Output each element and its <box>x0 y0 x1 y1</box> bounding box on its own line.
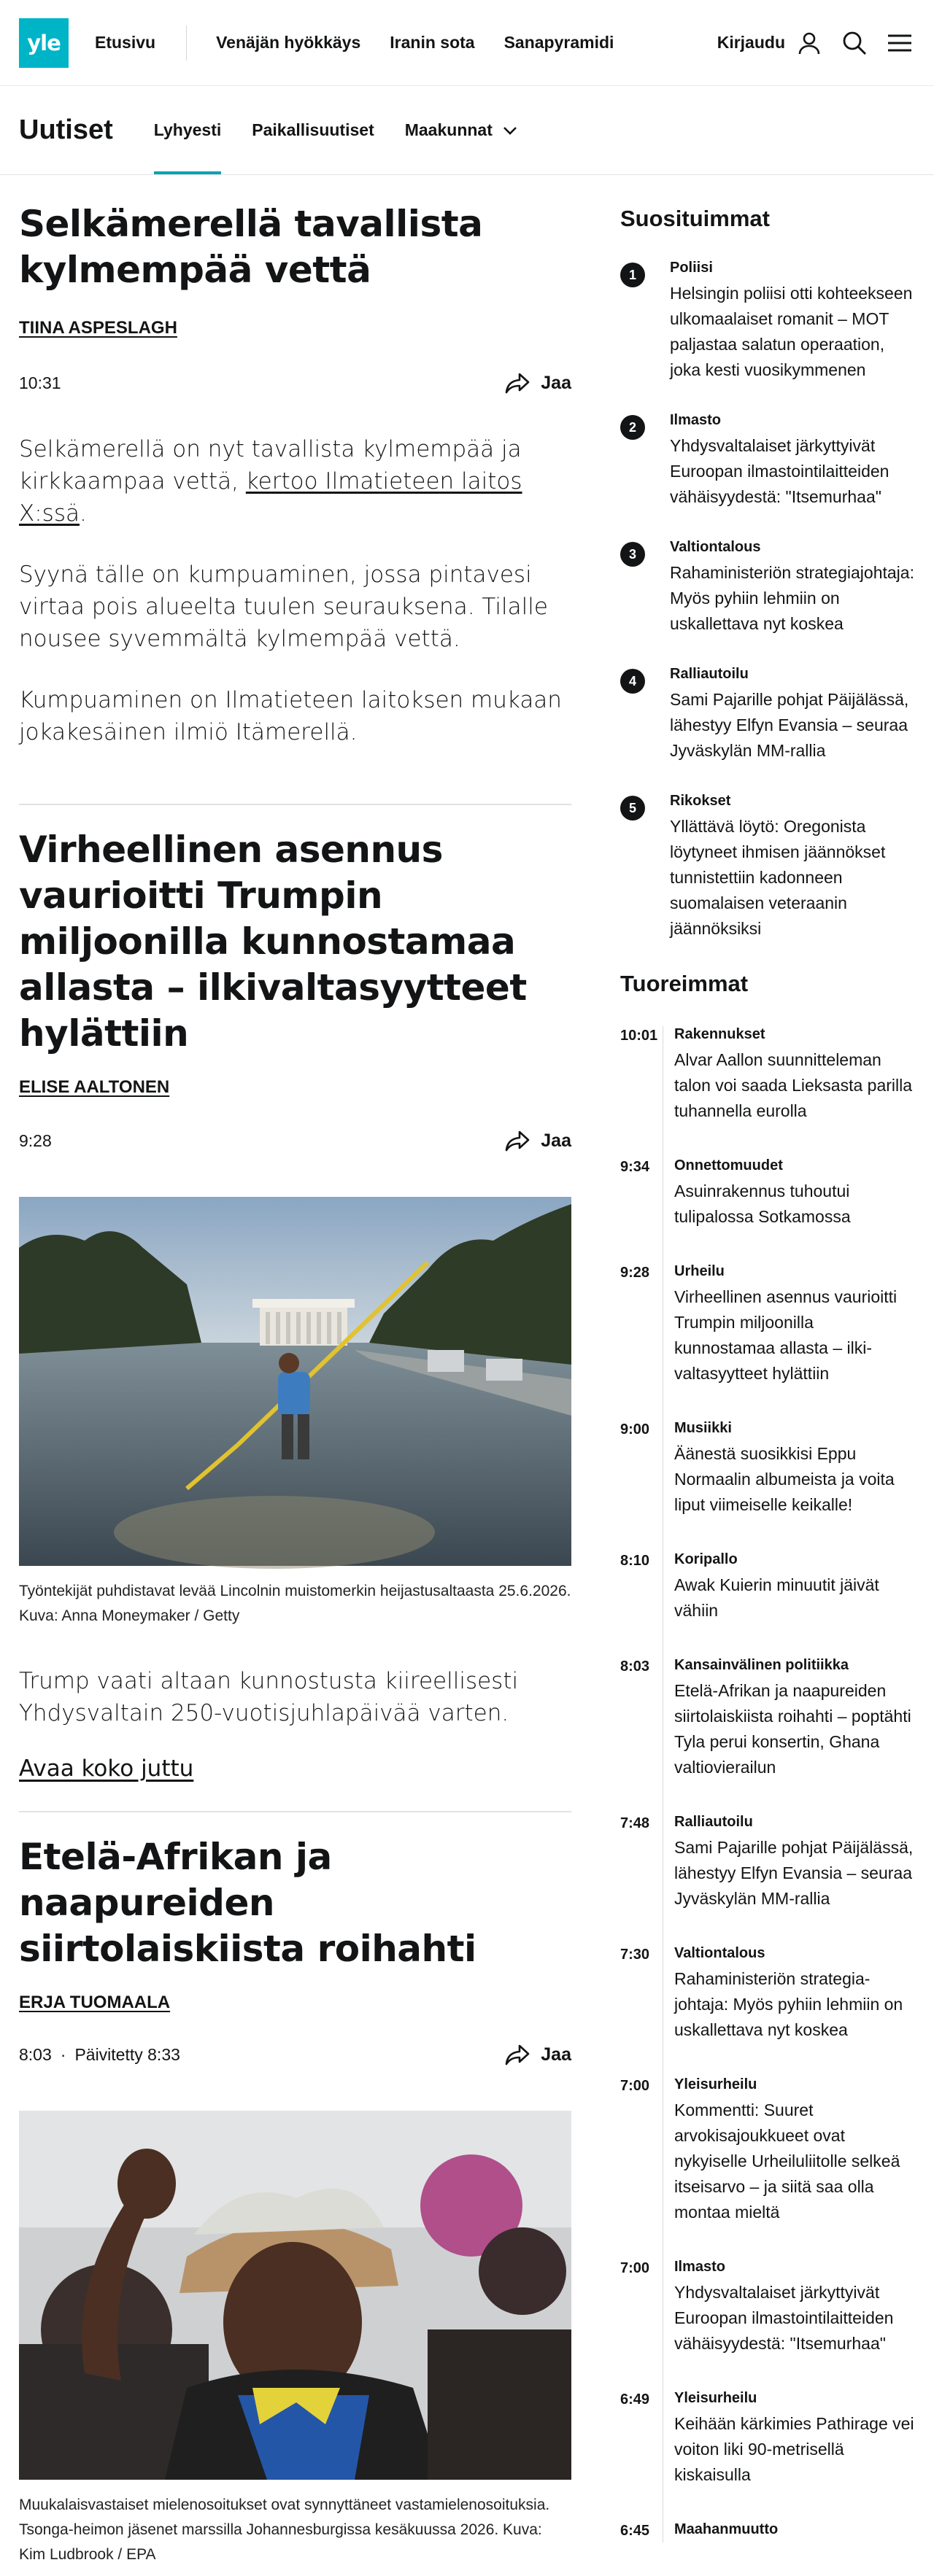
latest-item[interactable] <box>620 1814 915 1912</box>
nav-home-link[interactable]: Etusivu <box>95 33 156 52</box>
item-time: 7:00 <box>620 2260 650 2276</box>
item-category: Ilmasto <box>674 2259 726 2275</box>
article-title[interactable]: Selkämerellä tavallista kylmempää vettä <box>19 203 483 291</box>
share-button[interactable] <box>504 2044 571 2065</box>
article-feed <box>19 175 571 2576</box>
item-title: Keihään kärkimies Pathirage vei voiton liki 90-metrisellä kiskaisulla <box>674 2414 914 2484</box>
article-time: 9:28 <box>19 1130 52 1150</box>
rank-badge: 5 <box>620 796 645 820</box>
nav-link-iran[interactable]: Iranin sota <box>390 33 475 52</box>
article-paragraph: Kumpuaminen on Ilmatieteen laitoksen mukaan jokakesäinen ilmiö Itämerellä. <box>19 687 562 745</box>
item-title: Sami Pajarille pohjat Päijälässä, lähestyy Elfyn Evansia – seuraa Jyväskylän MM-rallia <box>674 1838 914 1908</box>
item-title: Sami Pajarille pohjat Päijälässä, lähestyy Elfyn Evansia – seuraa Jyväskylän MM-rallia <box>670 690 909 760</box>
item-category: Yleisurheilu <box>674 2076 757 2092</box>
chevron-down-icon <box>503 126 517 135</box>
open-full-article-link[interactable]: Avaa koko juttu <box>19 1756 194 1782</box>
article-meta <box>19 372 571 394</box>
share-icon <box>504 2044 530 2065</box>
rank-badge: 3 <box>620 542 645 567</box>
item-category: Valtiontalous <box>670 539 761 555</box>
article-card <box>19 1811 571 2567</box>
article-author[interactable]: ELISE AALTONEN <box>19 1077 170 1097</box>
article-updated: Päivitetty 8:33 <box>74 2044 180 2064</box>
rank-badge: 1 <box>620 263 645 287</box>
nav-link-russia[interactable]: Venäjän hyökkäys <box>216 33 361 52</box>
share-label: Jaa <box>541 372 571 393</box>
latest-item[interactable] <box>620 1263 915 1386</box>
item-category: Ralliautoilu <box>670 666 749 682</box>
protest-photo[interactable] <box>19 2111 571 2480</box>
item-title: Asuinrakennus tuhoutui tulipalossa Sotkamossa <box>674 1182 851 1226</box>
article-time: 8:03 <box>19 2044 52 2064</box>
item-time: 10:01 <box>620 1028 658 1044</box>
nav-divider <box>186 26 187 61</box>
item-category: Koripallo <box>674 1551 738 1567</box>
section-title[interactable]: Uutiset <box>19 115 113 145</box>
popular-item[interactable] <box>620 793 915 942</box>
item-title: Rahaministeriön strategiajohtaja: Myös pyhiin lehmiin on uskallettava nyt koskea <box>670 563 914 633</box>
rank-badge: 2 <box>620 415 645 440</box>
article-meta <box>19 1130 571 1152</box>
main-layout <box>0 175 934 2576</box>
section-header <box>0 86 934 175</box>
search-icon[interactable] <box>839 28 870 58</box>
latest-item[interactable] <box>620 2390 915 2488</box>
item-title: Alvar Aallon suunnitteleman talon voi saada Lieksasta parilla tuhannella eurolla <box>674 1050 913 1120</box>
share-button[interactable] <box>504 1130 571 1152</box>
article-card <box>19 804 571 1811</box>
tab-paikallisuutiset[interactable]: Paikallisuutiset <box>252 120 374 139</box>
article-paragraph: Trump vaati altaan kunnostusta kiireellisesti Yhdysvaltain 250-vuotisjuhlapäivää varten. <box>19 1668 519 1726</box>
main-nav <box>216 33 614 53</box>
latest-list <box>620 1026 915 2542</box>
item-time: 7:30 <box>620 1947 650 1963</box>
latest-item[interactable] <box>620 1157 915 1230</box>
item-category: Onnettomuudet <box>674 1157 783 1173</box>
latest-item[interactable] <box>620 1026 915 1124</box>
article-body <box>19 433 571 748</box>
popular-item[interactable] <box>620 412 915 510</box>
item-title: Awak Kuierin minuutit jäivät vähiin <box>674 1575 879 1620</box>
article-figure <box>19 2111 571 2567</box>
image-caption: Työntekijät puhdistavat levää Lincolnin muistomerkin heijastusaltaasta 25.6.2026. Kuva: Anna Moneymaker / Getty <box>19 1583 571 1624</box>
user-icon[interactable] <box>794 28 825 58</box>
reflecting-pool-photo[interactable] <box>19 1197 571 1566</box>
article-figure <box>19 1197 571 1629</box>
item-category: Valtiontalous <box>674 1945 765 1961</box>
item-title: Yhdysvaltalaiset järkyttyivät Euroopan ilmastointilaitteiden vähäisyydestä: "Itsemurhaa" <box>670 436 889 506</box>
item-category: Rikokset <box>670 793 731 809</box>
latest-item[interactable] <box>620 2259 915 2356</box>
share-icon <box>504 1130 530 1152</box>
item-category: Rakennukset <box>674 1026 765 1042</box>
article-paragraph <box>19 433 571 529</box>
article-author[interactable]: TIINA ASPESLAGH <box>19 318 177 338</box>
article-card <box>19 175 571 748</box>
source-link[interactable]: kertoo Ilmatieteen laitos X:ssä <box>19 468 522 527</box>
item-category: Ralliautoilu <box>674 1814 753 1830</box>
top-header <box>0 0 934 86</box>
share-icon <box>504 372 530 394</box>
share-button[interactable] <box>504 372 571 394</box>
item-title: Yhdysvaltalaiset järkyttyivät Euroopan ilmastointilaitteiden vähäisyydestä: "Itsemurhaa" <box>674 2283 894 2353</box>
header-actions <box>717 28 915 58</box>
item-time: 6:45 <box>620 2523 650 2539</box>
tab-lyhyesti[interactable]: Lyhyesti <box>154 86 221 174</box>
item-category: Ilmasto <box>670 412 722 428</box>
latest-item[interactable] <box>620 2076 915 2225</box>
item-category: Urheilu <box>674 1263 725 1279</box>
item-time: 7:48 <box>620 1815 650 1831</box>
item-category: Poliisi <box>670 260 713 276</box>
popular-item[interactable] <box>620 666 915 764</box>
item-time: 6:49 <box>620 2391 650 2408</box>
item-title: Helsingin poliisi otti kohteekseen ulkomaalaiset romanit – MOT paljastaa salatun operaation, joka kesti vuosikymmenen <box>670 284 913 379</box>
image-caption: Muukalaisvastaiset mielenosoitukset ovat synnyttäneet vastamielenosoituksia. Tsonga-heimon jäsenet marssilla Johannesburgissa kesäkuussa 2026. Kuva: Kim Ludbrook / EPA <box>19 2497 550 2563</box>
article-author[interactable]: ERJA TUOMAALA <box>19 1993 171 2012</box>
item-title: Yllättävä löytö: Oregonista löytyneet ihmisen jäännökset tunnistettiin kadonneen suomalaisen veteraanin jäännöksiksi <box>670 817 886 938</box>
section-subnav <box>154 86 517 174</box>
yle-logo[interactable] <box>19 18 69 68</box>
item-category: Maahanmuutto <box>674 2521 779 2537</box>
menu-icon[interactable] <box>884 28 915 58</box>
rank-badge: 4 <box>620 669 645 694</box>
maakunnat-dropdown[interactable] <box>405 86 517 174</box>
item-time: 9:28 <box>620 1265 650 1281</box>
item-title: Kommentti: Suuret arvokisajoukkueet ovat nykyiselle Urheiluliitolle selkeä itseisarvo – ja siitä saa olla montaa mieltä <box>674 2100 900 2222</box>
popular-item[interactable] <box>620 539 915 637</box>
popular-item[interactable] <box>620 260 915 383</box>
share-label: Jaa <box>541 1130 571 1151</box>
article-paragraph: Syynä tälle on kumpuaminen, jossa pintavesi virtaa pois alueelta tuulen seurauksena. Tilalle nousee syvemmältä kylmempää vettä. <box>19 562 548 652</box>
share-label: Jaa <box>541 2044 571 2065</box>
item-title: Äänestä suosikkisi Eppu Normaalin albumeista ja voita liput viimeiselle keikalle! <box>674 1444 895 1514</box>
item-time: 7:00 <box>620 2078 650 2094</box>
latest-heading: Tuoreimmat <box>620 971 749 996</box>
latest-item[interactable] <box>620 1945 915 2043</box>
login-link[interactable]: Kirjaudu <box>717 33 785 52</box>
item-time: 8:03 <box>620 1659 650 1675</box>
paragraph-end: . <box>79 500 87 527</box>
dropdown-label: Maakunnat <box>404 120 493 139</box>
item-title: Etelä-Afrikan ja naapureiden siirtolaiskiista roihahti – poptähti Tyla perui konsertin, Ghana valtiovierailun <box>674 1681 911 1777</box>
latest-item[interactable] <box>620 1420 915 1518</box>
nav-link-sanapyramidi[interactable]: Sanapyramidi <box>503 33 614 52</box>
item-time: 9:34 <box>620 1159 650 1175</box>
item-time: 9:00 <box>620 1421 650 1438</box>
popular-list <box>620 260 915 942</box>
latest-item[interactable] <box>620 1657 915 1780</box>
logo-text: yle <box>27 30 61 55</box>
article-meta <box>19 2044 571 2065</box>
popular-heading: Suosituimmat <box>620 206 770 231</box>
item-category: Musiikki <box>674 1420 732 1436</box>
item-title: Rahaministeriön strategiajohtaja: Myös pyhiin lehmiin on uskallettava nyt koskea <box>674 1969 903 2039</box>
latest-item[interactable] <box>620 1551 915 1623</box>
article-title[interactable]: Etelä-Afrikan ja naapureiden siirtolaiskiista roihahti <box>19 1836 476 1970</box>
latest-item[interactable] <box>620 2521 915 2542</box>
item-time: 8:10 <box>620 1553 650 1569</box>
item-category: Yleisurheilu <box>674 2390 757 2406</box>
paragraph-text: Selkämerellä on nyt tavallista kylmempää ja kirkkaampaa vettä, <box>19 436 522 494</box>
article-body <box>19 1665 571 1729</box>
sidebar <box>620 175 915 2576</box>
article-time: 10:31 <box>19 373 61 392</box>
item-title: Virheellinen asennus vaurioitti Trumpin miljoonilla kunnostamaa allasta – ilkivaltasyytteet hylättiin <box>674 1287 898 1383</box>
item-category: Kansainvälinen politiikka <box>674 1657 849 1673</box>
article-title[interactable]: Virheellinen asennus vaurioitti Trumpin miljoonilla kunnostamaa allasta – ilkivaltasyytteet hylättiin <box>19 829 527 1055</box>
meta-separator: · <box>60 2044 66 2064</box>
